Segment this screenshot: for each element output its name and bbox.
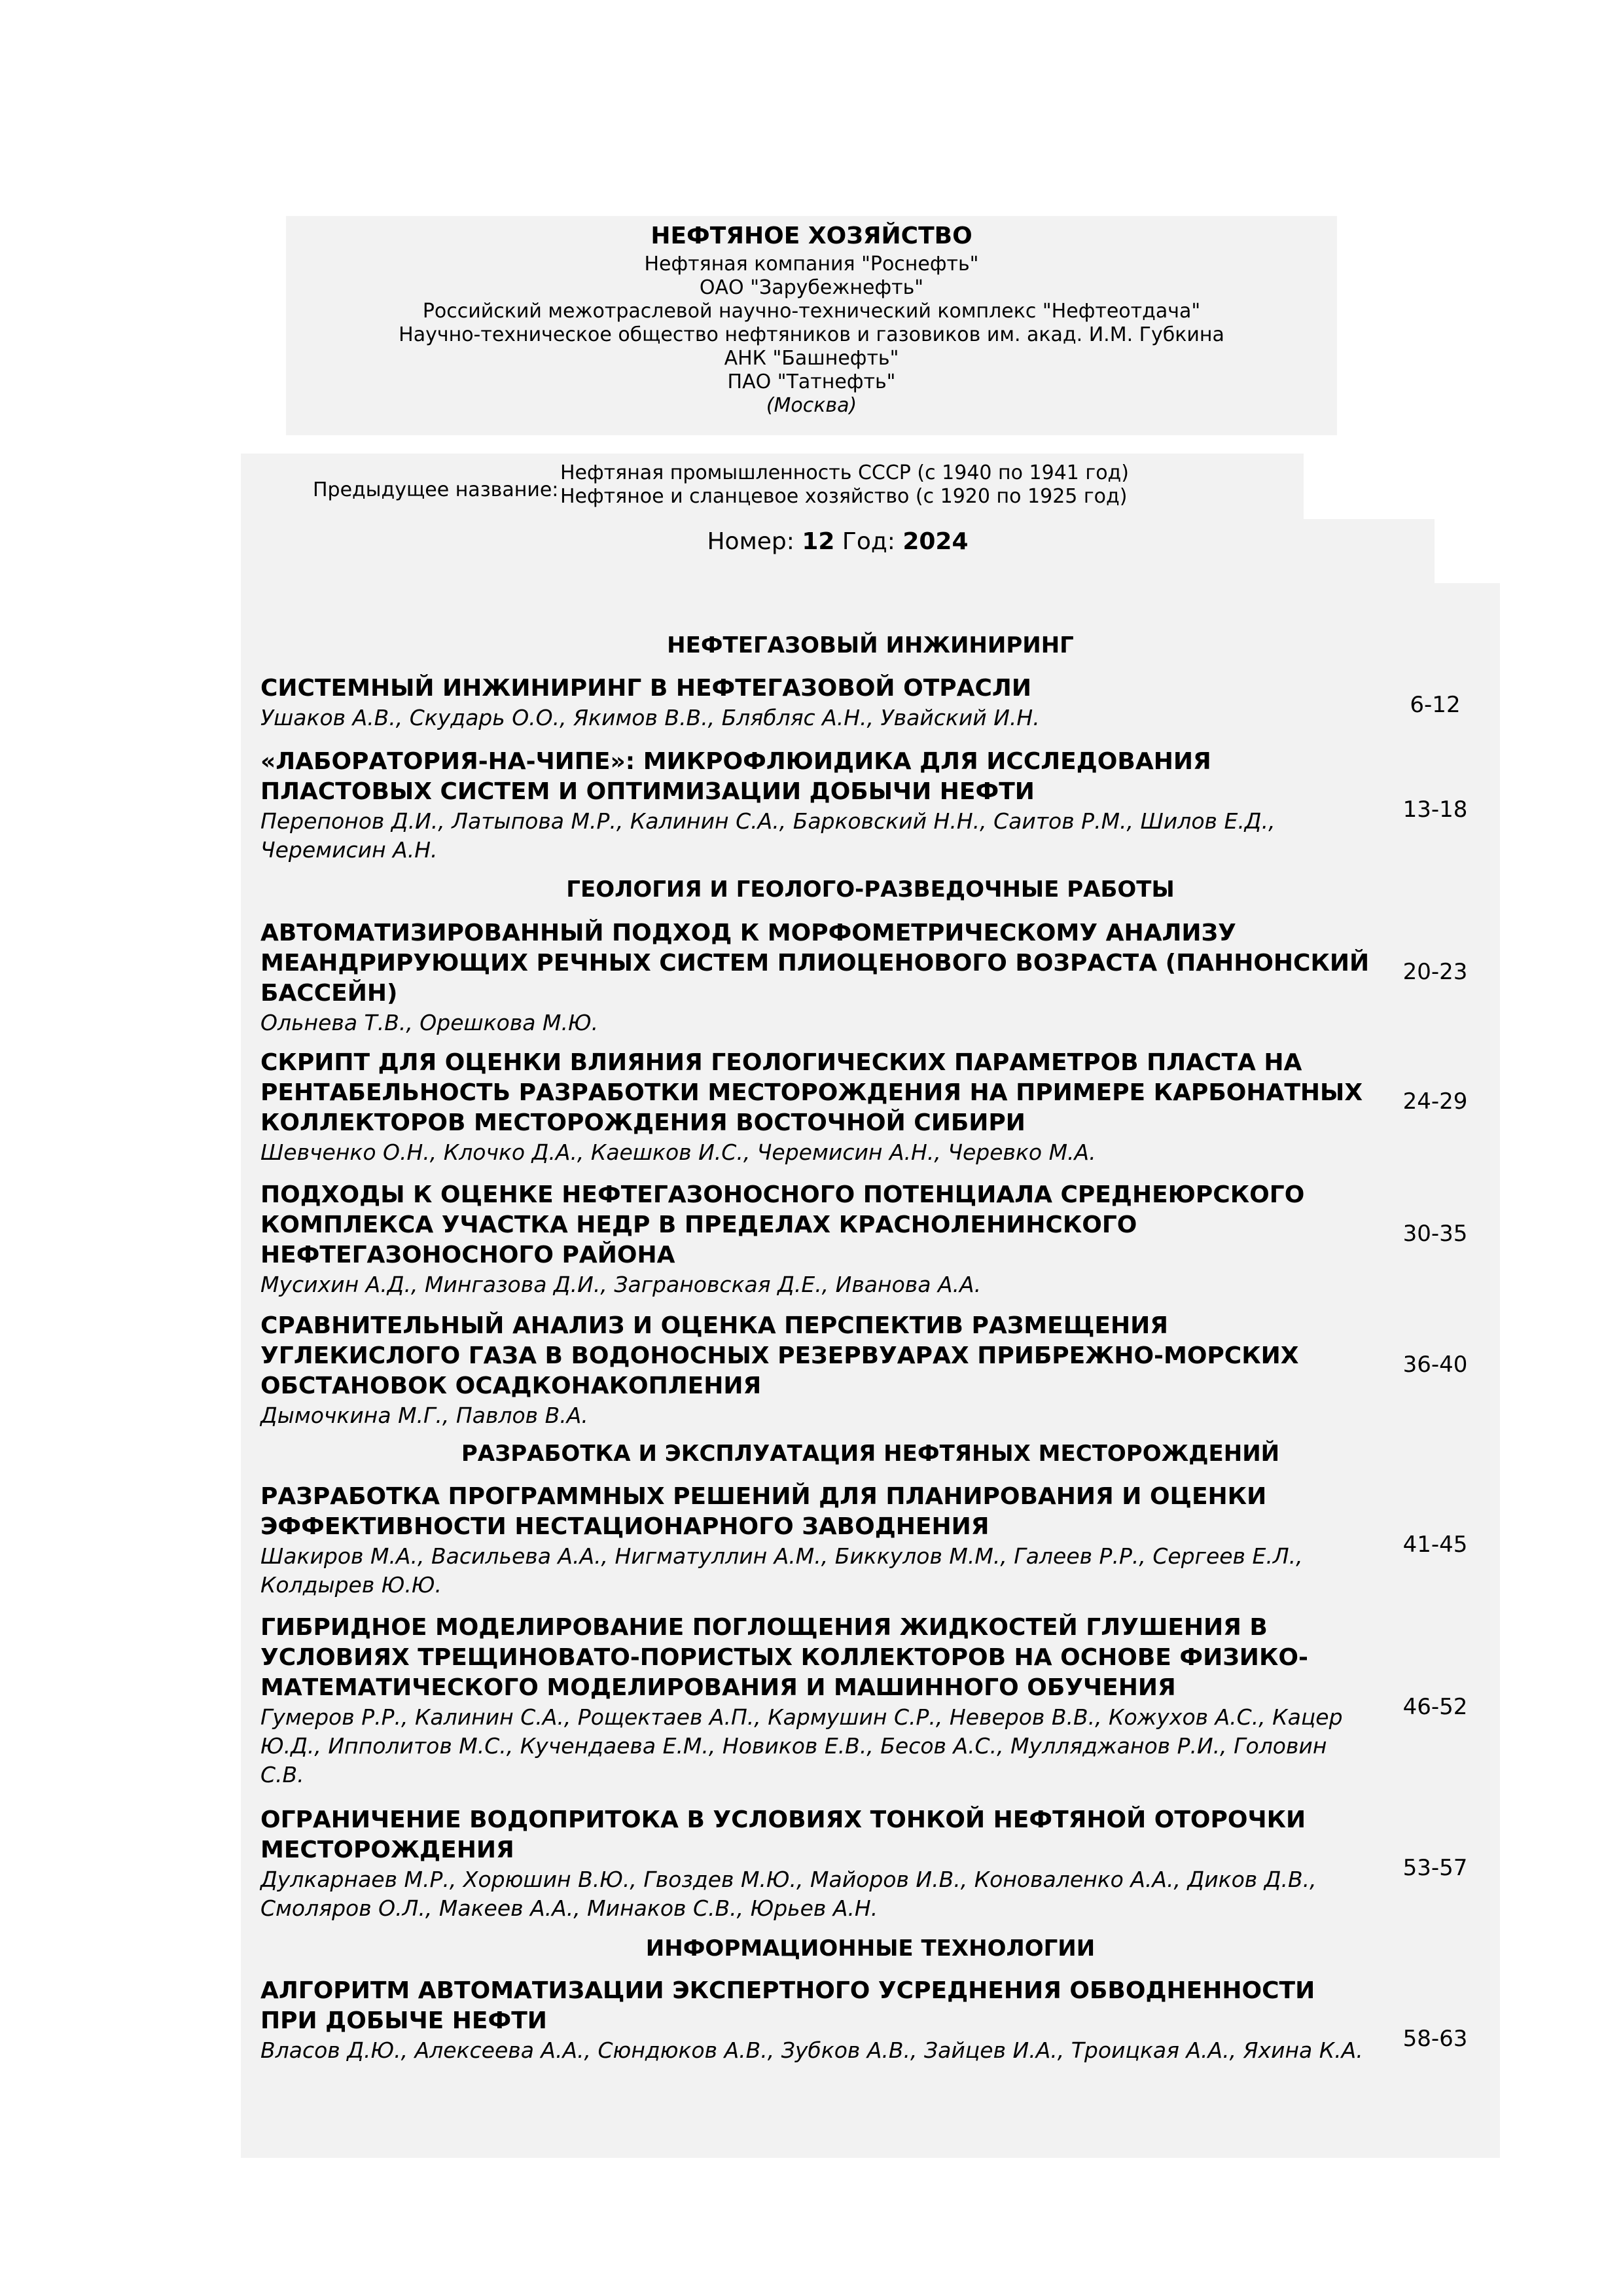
- article-pages: 36-40: [1402, 1352, 1468, 1378]
- publisher: Научно-техническое общество нефтяников и газовиков им. акад. И.М. Губкина: [399, 323, 1224, 346]
- article-item[interactable]: [260, 673, 1491, 732]
- journal-city: (Москва): [766, 394, 857, 417]
- article-authors: Ольнева Т.В., Орешкова М.Ю.: [260, 1010, 599, 1035]
- previous-names-label: Предыдущее название:: [313, 478, 559, 501]
- issue-year: 2024: [902, 528, 969, 555]
- previous-names: [241, 454, 1304, 519]
- publisher: Нефтяная компания "Роснефть": [644, 253, 979, 276]
- journal-header: [286, 216, 1337, 435]
- article-pages: 53-57: [1402, 1855, 1468, 1881]
- article-title[interactable]: СИСТЕМНЫЙ ИНЖИНИРИНГ В НЕФТЕГАЗОВОЙ ОТРАСЛИ: [260, 675, 1031, 702]
- issue-year-label: Год:: [842, 528, 895, 555]
- publisher: ОАО "Зарубежнефть": [699, 276, 924, 299]
- previous-names-list: [560, 461, 1129, 509]
- article-authors: Ушаков А.В., Скударь О.О., Якимов В.В., Блябляс А.Н., Увайский И.Н.: [260, 705, 1040, 730]
- article-item[interactable]: [260, 1180, 1491, 1299]
- section-title: ИНФОРМАЦИОННЫЕ ТЕХНОЛОГИИ: [645, 1935, 1096, 1962]
- article-title[interactable]: АВТОМАТИЗИРОВАННЫЙ ПОДХОД К МОРФОМЕТРИЧЕСКОМУ АНАЛИЗУ МЕАНДРИРУЮЩИХ РЕЧНЫХ СИСТЕМ ПЛИОЦЕНОВОГО ВОЗРАСТА (ПАННОНСКИЙ БАССЕЙН): [260, 920, 1370, 1007]
- table-of-contents: [241, 583, 1500, 2158]
- issue-number-label: Номер:: [707, 528, 794, 555]
- article-item[interactable]: [260, 1976, 1491, 2065]
- article-pages: 24-29: [1402, 1088, 1468, 1115]
- publisher: Российский межотраслевой научно-технический комплекс "Нефтеотдача": [422, 300, 1201, 323]
- article-pages: 46-52: [1402, 1694, 1468, 1720]
- article-pages: 13-18: [1402, 797, 1468, 823]
- section-title: РАЗРАБОТКА И ЭКСПЛУАТАЦИЯ НЕФТЯНЫХ МЕСТОРОЖДЕНИЙ: [461, 1441, 1280, 1467]
- article-authors: Дымочкина М.Г., Павлов В.А.: [260, 1403, 588, 1428]
- issue-line: [241, 528, 1435, 555]
- article-authors: Дулкарнаев М.Р., Хорюшин В.Ю., Гвоздев М.Ю., Майоров И.В., Коноваленко А.А., Диков Д.В., Смоляров О.Л., Макеев А.А., Минаков С.В., Юрьев А.Н.: [260, 1867, 1317, 1921]
- article-title[interactable]: ОГРАНИЧЕНИЕ ВОДОПРИТОКА В УСЛОВИЯХ ТОНКОЙ НЕФТЯНОЙ ОТОРОЧКИ МЕСТОРОЖДЕНИЯ: [260, 1806, 1306, 1863]
- issue-number: 12: [802, 528, 835, 555]
- issue-info: [241, 519, 1435, 583]
- article-authors: Гумеров Р.Р., Калинин С.А., Рощектаев А.П., Кармушин С.Р., Неверов В.В., Кожухов А.С., Кацер Ю.Д., Ипполитов М.С., Кучендаева Е.М., Новиков Е.В., Бесов А.С., Мулляджанов Р.И., Головин С.В.: [260, 1704, 1343, 1787]
- article-title[interactable]: ГИБРИДНОЕ МОДЕЛИРОВАНИЕ ПОГЛОЩЕНИЯ ЖИДКОСТЕЙ ГЛУШЕНИЯ В УСЛОВИЯХ ТРЕЩИНОВАТО-ПОРИСТЫХ КОЛЛЕКТОРОВ НА ОСНОВЕ ФИЗИКО-МАТЕМАТИЧЕСКОГО МОДЕЛИРОВАНИЯ И МАШИННОГО ОБУЧЕНИЯ: [260, 1614, 1308, 1701]
- article-item[interactable]: [260, 1311, 1491, 1430]
- previous-name: Нефтяная промышленность СССР (с 1940 по 1941 год): [560, 461, 1129, 484]
- article-item[interactable]: [260, 918, 1491, 1037]
- article-title[interactable]: СРАВНИТЕЛЬНЫЙ АНАЛИЗ И ОЦЕНКА ПЕРСПЕКТИВ РАЗМЕЩЕНИЯ УГЛЕКИСЛОГО ГАЗА В ВОДОНОСНЫХ РЕЗЕРВУАРАХ ПРИБРЕЖНО-МОРСКИХ ОБСТАНОВОК ОСАДКОНАКОПЛЕНИЯ: [260, 1312, 1299, 1399]
- article-pages: 20-23: [1402, 959, 1468, 985]
- article-item[interactable]: [260, 1482, 1491, 1600]
- article-authors: Мусихин А.Д., Мингазова Д.И., Заграновская Д.Е., Иванова А.А.: [260, 1272, 982, 1297]
- publisher: ПАО "Татнефть": [727, 370, 896, 393]
- journal-title: НЕФТЯНОЕ ХОЗЯЙСТВО: [651, 223, 972, 249]
- article-pages: 6-12: [1410, 692, 1461, 718]
- article-authors: Перепонов Д.И., Латыпова М.Р., Калинин С.А., Барковский Н.Н., Саитов Р.М., Шилов Е.Д., Черемисин А.Н.: [260, 808, 1275, 863]
- article-authors: Шевченко О.Н., Клочко Д.А., Каешков И.С., Черемисин А.Н., Черевко М.А.: [260, 1139, 1096, 1165]
- article-pages: 41-45: [1402, 1532, 1468, 1558]
- article-item[interactable]: [260, 1805, 1491, 1923]
- article-authors: Власов Д.Ю., Алексеева А.А., Сюндюков А.В., Зубков А.В., Зайцев И.А., Троицкая А.А., Яхина К.А.: [260, 2037, 1363, 2063]
- article-title[interactable]: «ЛАБОРАТОРИЯ-НА-ЧИПЕ»: МИКРОФЛЮИДИКА ДЛЯ ИССЛЕДОВАНИЯ ПЛАСТОВЫХ СИСТЕМ И ОПТИМИЗАЦИИ ДОБЫЧИ НЕФТИ: [260, 748, 1211, 805]
- article-authors: Шакиров М.А., Васильева А.А., Нигматуллин А.М., Биккулов М.М., Галеев Р.Р., Сергеев Е.Л., Колдырев Ю.Ю.: [260, 1543, 1303, 1598]
- article-item[interactable]: [260, 1048, 1491, 1167]
- section-title: НЕФТЕГАЗОВЫЙ ИНЖИНИРИНГ: [667, 632, 1074, 658]
- article-item[interactable]: [260, 747, 1491, 865]
- article-title[interactable]: РАЗРАБОТКА ПРОГРАММНЫХ РЕШЕНИЙ ДЛЯ ПЛАНИРОВАНИЯ И ОЦЕНКИ ЭФФЕКТИВНОСТИ НЕСТАЦИОНАРНОГО ЗАВОДНЕНИЯ: [260, 1483, 1267, 1540]
- article-title[interactable]: СКРИПТ ДЛЯ ОЦЕНКИ ВЛИЯНИЯ ГЕОЛОГИЧЕСКИХ ПАРАМЕТРОВ ПЛАСТА НА РЕНТАБЕЛЬНОСТЬ РАЗРАБОТКИ МЕСТОРОЖДЕНИЯ НА ПРИМЕРЕ КАРБОНАТНЫХ КОЛЛЕКТОРОВ МЕСТОРОЖДЕНИЯ ВОСТОЧНОЙ СИБИРИ: [260, 1049, 1363, 1136]
- article-pages: 30-35: [1402, 1221, 1468, 1247]
- publisher: АНК "Башнефть": [724, 347, 899, 370]
- previous-name: Нефтяное и сланцевое хозяйство (с 1920 по 1925 год): [560, 485, 1128, 508]
- section-title: ГЕОЛОГИЯ И ГЕОЛОГО-РАЗВЕДОЧНЫЕ РАБОТЫ: [566, 876, 1175, 903]
- article-pages: 58-63: [1402, 2026, 1468, 2052]
- article-item[interactable]: [260, 1613, 1491, 1789]
- article-title[interactable]: АЛГОРИТМ АВТОМАТИЗАЦИИ ЭКСПЕРТНОГО УСРЕДНЕНИЯ ОБВОДНЕННОСТИ ПРИ ДОБЫЧЕ НЕФТИ: [260, 1977, 1315, 2034]
- article-title[interactable]: ПОДХОДЫ К ОЦЕНКЕ НЕФТЕГАЗОНОСНОГО ПОТЕНЦИАЛА СРЕДНЕЮРСКОГО КОМПЛЕКСА УЧАСТКА НЕДР В ПРЕДЕЛАХ КРАСНОЛЕНИНСКОГО НЕФТЕГАЗОНОСНОГО РАЙОНА: [260, 1181, 1305, 1268]
